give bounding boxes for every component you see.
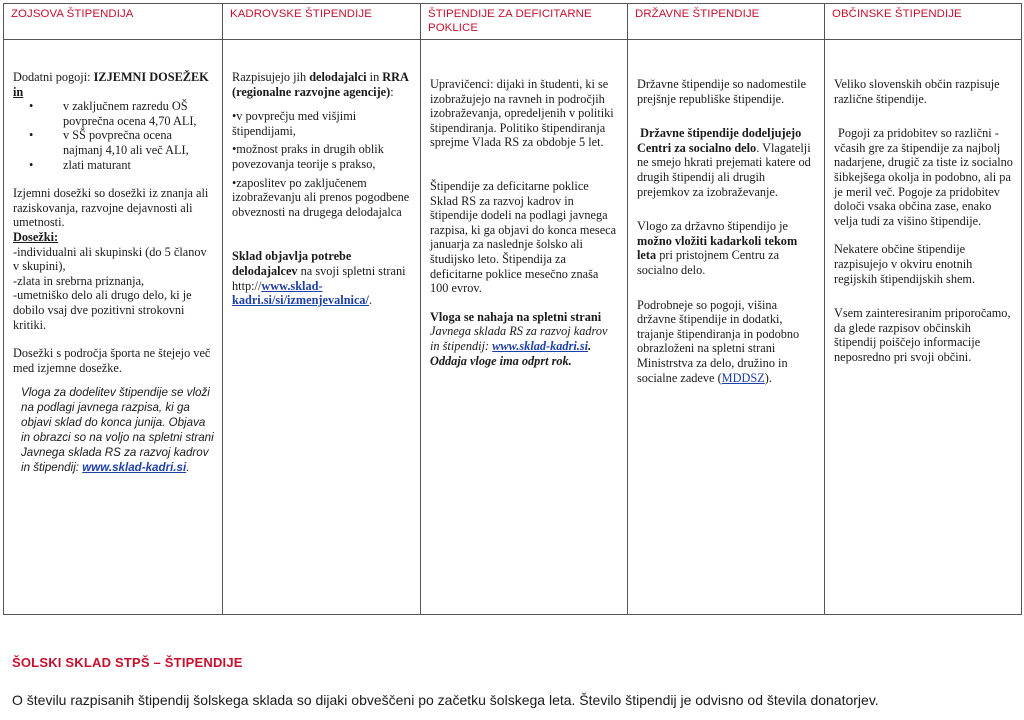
zois-dosezki-label: Dosežki: [13,229,59,244]
section-text: O številu razpisanih štipendij šolskega sklada so dijaki obveščeni po začetku šolskega leta. Število štipendij je odvisno od števila donatorjev. [12,692,879,708]
drzavne-intro: Državne štipendije so nadomestile prejšnje republiške štipendije. [637,77,807,106]
zois-vloga-text: Vloga za dodelitev štipendije se vloži na podlagi javnega razpisa, ki ga objavi sklad do konca junija. Objava in obrazci so na voljo na spletni strani Javnega sklada RS za razvoj kadrov in štipendij: www.sklad-kadri.si. [21,386,214,475]
list-item: • zlati maturant [63,158,214,173]
sklad-kadri-link[interactable]: www.sklad-kadri.si [82,461,187,475]
header-deficitarne: ŠTIPENDIJE ZA DEFICITARNE POKLICE [421,4,628,40]
header-obcinske: OBČINSKE ŠTIPENDIJE [825,4,1022,40]
mddsz-link[interactable]: MDDSZ [721,370,765,385]
obcinske-intro: Veliko slovenskih občin razpisuje različne štipendije. [834,77,1000,106]
obcinske-priporocilo: Vsem zainteresiranim priporočamo, da glede razpisov občinskih štipendij poiščejo informacije neposredno pri svoji občini. [834,306,1011,364]
list-item: -zlata in srebrna priznanja, [13,273,145,288]
drzavne-podrobneje: Podrobneje so pogoji, višina državne štipendije in dodatki, trajanje štipendiranja in podobno obrazloženi na spletni strani Ministrstva za delo, družino in socialne zadeve (MDDSZ). [637,297,800,385]
izmenjevalnica-link[interactable]: www.sklad-kadri.si/si/izmenjevalnica/ [232,278,369,308]
kadrovske-intro: Razpisujejo jih delodajalci in RRA (regionalne razvojne agencije): [232,70,409,99]
header-zois: ZOJSOVA ŠTIPENDIJA [4,4,223,40]
scholarship-table [3,3,1022,615]
table-header-row [4,4,1022,40]
header-drzavne: DRŽAVNE ŠTIPENDIJE [628,4,825,40]
list-item: • v zaključnem razredu OŠ povprečna ocena 4,70 ALI, [63,99,214,128]
deficitarne-upravicenci: Upravičenci: dijaki in študenti, ki se izobražujejo na ravneh in področjih izobraževanja, opredeljenih v politiki štipendiranja. Politiko štipendiranja sprejme Vlada RS za obdobje 5 let. [430,77,614,150]
deficitarne-vloga: Vloga se nahaja na spletni strani Javnega sklada RS za razvoj kadrov in štipendij: www.sklad-kadri.si. Oddaja vloge ima odprt rok. [430,309,608,368]
sklad-kadri-link[interactable]: www.sklad-kadri.si [492,338,589,353]
cell-kadrovske [223,40,421,615]
list-item: •možnost praks in drugih oblik povezovanja teorije s prakso, [232,142,384,171]
zois-izjemni-text: Izjemni dosežki so dosežki iz znanja ali raziskovanja, razvojne dejavnosti ali umetnosti. [13,186,209,230]
list-item: •v povprečju med višjimi štipendijami, [232,109,357,138]
header-kadrovske: KADROVSKE ŠTIPENDIJE [223,4,421,40]
obcinske-pogoji: Pogoji za pridobitev so različni - včasih gre za štipendije za najbolj nadarjene, drugič za tiste iz socialno šibkejšega okolja in podobno, ali pa je meril več. Pogoje za pridobitev določi vsaka občina zase, enako velja tudi za višino štipendije. [834,126,1013,228]
drzavne-vloga: Vlogo za državno štipendijo je možno vložiti kadarkoli tekom leta pri pristojnem Centru za socialno delo. [637,219,798,277]
zois-cond-bold: IZJEMNI DOSEŽEK [93,70,209,84]
kadrovske-sklad-text: Sklad objavlja potrebe delodajalcev na svoji spletni strani http://www.sklad-kadri.si/si/izmenjevalnica/. [232,249,406,308]
section-title: ŠOLSKI SKLAD STPŠ – ŠTIPENDIJE [12,655,243,670]
drzavne-centri: Državne štipendije dodeljujejo Centri za socialno delo. Vlagatelji ne smejo hkrati prejemati katere od drugih štipendij ali drugih prejemkov za izobraževanje. [637,126,811,199]
obcinske-regijske: Nekatere občine štipendije razpisujejo v okviru enotnih regijskih štipendijskih shem. [834,242,976,286]
cell-zois [4,40,223,615]
deficitarne-razpis: Štipendije za deficitarne poklice Sklad RS za razvoj kadrov in štipendije dodeli na podlagi javnega razpisa, ki ga objavi do konca meseca januarja za naslednje šolsko ali študijsko leto. Štipendija za deficitarne poklice mesečno znaša 100 evrov. [430,178,617,296]
list-item: -umetniško delo ali drugo delo, ki je dobilo vsaj dve pozitivni strokovni kritiki. [13,288,192,332]
zois-cond-in: in [13,84,24,99]
cell-obcinske [825,40,1022,615]
list-item: -individualni ali skupinski (do 5 članov v skupini), [13,244,207,274]
zois-bullet-list [13,99,214,172]
list-item: •zaposlitev po zaključenem izobraževanju ali prenos pogodbene obveznosti na drugega delodajalca [232,175,410,219]
cell-deficitarne [421,40,628,615]
list-item: • v SŠ povprečna ocena najmanj 4,10 ali več ALI, [63,128,214,157]
cell-drzavne [628,40,825,615]
table-body-row [4,40,1022,615]
zois-conditions: Dodatni pogoji: IZJEMNI DOSEŽEK in [13,70,209,99]
zois-sport-text: Dosežki s področja športa ne štejejo več med izjemne dosežke. [13,346,211,375]
